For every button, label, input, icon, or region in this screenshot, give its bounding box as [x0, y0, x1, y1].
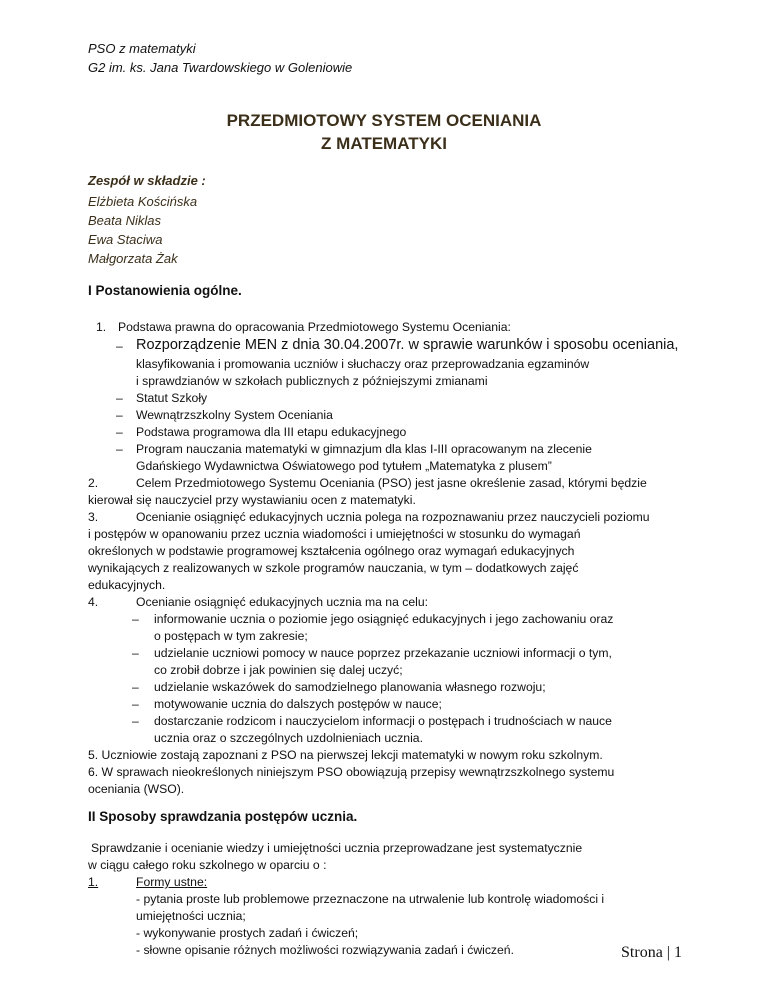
dash-bullet: –	[116, 391, 123, 405]
goal5-line2: ucznia oraz o szczególnych uzdolnieniach ucznia.	[154, 731, 423, 745]
item3-line3: określonych w podstawie programowej kształcenia ogólnego oraz wymagań edukacyjnych	[88, 544, 575, 558]
goal4: motywowanie ucznia do dalszych postępów w nauce;	[154, 697, 442, 711]
dash-bullet: –	[132, 714, 139, 728]
wso-item: Wewnątrzszkolny System Oceniania	[136, 408, 333, 422]
dash-bullet: –	[116, 425, 123, 439]
section2-heading: II Sposoby sprawdzania postępów ucznia.	[88, 809, 358, 824]
dash-bullet: –	[132, 680, 139, 694]
item6-line1: 6. W sprawach nieokreślonych niniejszym PSO obowiązują przepisy wewnątrzszkolnego systemu	[88, 765, 615, 779]
form1-label: 1.	[88, 875, 99, 889]
oral1-line1: - pytania proste lub problemowe przeznaczone na utrwalenie lub kontrolę wiadomości i	[136, 892, 605, 906]
team-member: Ewa Staciwa	[88, 232, 163, 247]
document-title-line1: PRZEDMIOTOWY SYSTEM OCENIANIA	[226, 111, 542, 130]
statut-item: Statut Szkoły	[136, 391, 208, 405]
team-member: Elżbieta Kościńska	[88, 194, 198, 209]
law-line2: klasyfikowania i promowania uczniów i słuchaczy oraz przeprowadzania egzaminów	[136, 357, 590, 371]
item2-line1: Celem Przedmiotowego Systemu Oceniania (PSO) jest jasne określenie zasad, którymi będzie	[136, 476, 647, 490]
item4-text: Ocenianie osiągnięć edukacyjnych ucznia ma na celu:	[136, 595, 428, 609]
goal1-line2: o postępach w tym zakresie;	[154, 629, 308, 643]
goal1-line1: informowanie ucznia o poziomie jego osiągnięć edukacyjnych i jego zachowaniu oraz	[154, 612, 614, 626]
law-line3: i sprawdzianów w szkołach publicznych z późniejszymi zmianami	[136, 374, 488, 388]
item2-line2: kierował się nauczyciel przy wystawianiu ocen z matematyki.	[88, 493, 416, 507]
dash-bullet: –	[132, 612, 139, 626]
team-member: Małgorzata Żak	[88, 251, 178, 266]
goal5-line1: dostarczanie rodzicom i nauczycielom informacji o postępach i trudnościach w nauce	[154, 714, 612, 728]
program-line1: Program nauczania matematyki w gimnazjum dla klas I-III opracowanym na zlecenie	[136, 442, 592, 456]
item3-line5: edukacyjnych.	[88, 578, 166, 592]
section2-intro-line1: Sprawdzanie i ocenianie wiedzy i umiejętności ucznia przeprowadzane jest systematycznie	[91, 841, 583, 855]
dash-bullet: –	[116, 339, 123, 353]
podstawa-item: Podstawa programowa dla III etapu edukacyjnego	[136, 425, 407, 439]
goal2-line1: udzielanie uczniowi pomocy w nauce poprzez przekazanie uczniowi informacji o tym,	[154, 646, 612, 660]
oral1-line2: umiejętności ucznia;	[136, 909, 246, 923]
page-number: Strona | 1	[621, 944, 682, 961]
item3-line4: wynikających z realizowanych w szkole programów nauczania, w tym – dodatkowych zajęć	[88, 561, 579, 575]
section2-intro-line2: w ciągu całego roku szkolnego w oparciu o :	[88, 858, 327, 872]
item4-label: 4.	[88, 595, 99, 609]
header-subject: PSO z matematyki	[88, 41, 196, 56]
dash-bullet: –	[116, 442, 123, 456]
form1-title: Formy ustne:	[136, 875, 208, 889]
item3-line1: Ocenianie osiągnięć edukacyjnych ucznia polega na rozpoznawaniu przez nauczycieli poziomu	[136, 510, 650, 524]
team-heading: Zespół w składzie :	[88, 173, 206, 188]
item1-text: Podstawa prawna do opracowania Przedmiotowego Systemu Oceniania:	[118, 320, 511, 334]
item1-label: 1.	[96, 320, 107, 334]
team-member: Beata Niklas	[88, 213, 161, 228]
program-line2: Gdańskiego Wydawnictwa Oświatowego pod tytułem „Matematyka z plusem”	[136, 459, 552, 473]
goal2-line2: co zrobił dobrze i jak powinien się dalej uczyć;	[154, 663, 403, 677]
goal3: udzielanie wskazówek do samodzielnego planowania własnego rozwoju;	[154, 680, 546, 694]
item6-line2: oceniania (WSO).	[88, 782, 185, 796]
dash-bullet: –	[116, 408, 123, 422]
item5: 5. Uczniowie zostają zapoznani z PSO na pierwszej lekcji matematyki w nowym roku szkolnym.	[88, 748, 603, 762]
item2-label: 2.	[88, 476, 99, 490]
dash-bullet: –	[132, 646, 139, 660]
item3-line2: i postępów w opanowaniu przez ucznia wiadomości i umiejętności w stosunku do wymagań	[88, 527, 581, 541]
document-title-line2: Z MATEMATYKI	[321, 134, 447, 153]
header-school: G2 im. ks. Jana Twardowskiego w Goleniowie	[88, 60, 353, 75]
section1-heading: I Postanowienia ogólne.	[88, 283, 242, 298]
dash-bullet: –	[132, 697, 139, 711]
oral2: - wykonywanie prostych zadań i ćwiczeń;	[136, 926, 359, 940]
law-line1: Rozporządzenie MEN z dnia 30.04.2007r. w sprawie warunków i sposobu oceniania,	[136, 337, 679, 353]
item3-label: 3.	[88, 510, 99, 524]
oral3: - słowne opisanie różnych możliwości rozwiązywania zadań i ćwiczeń.	[136, 943, 514, 957]
